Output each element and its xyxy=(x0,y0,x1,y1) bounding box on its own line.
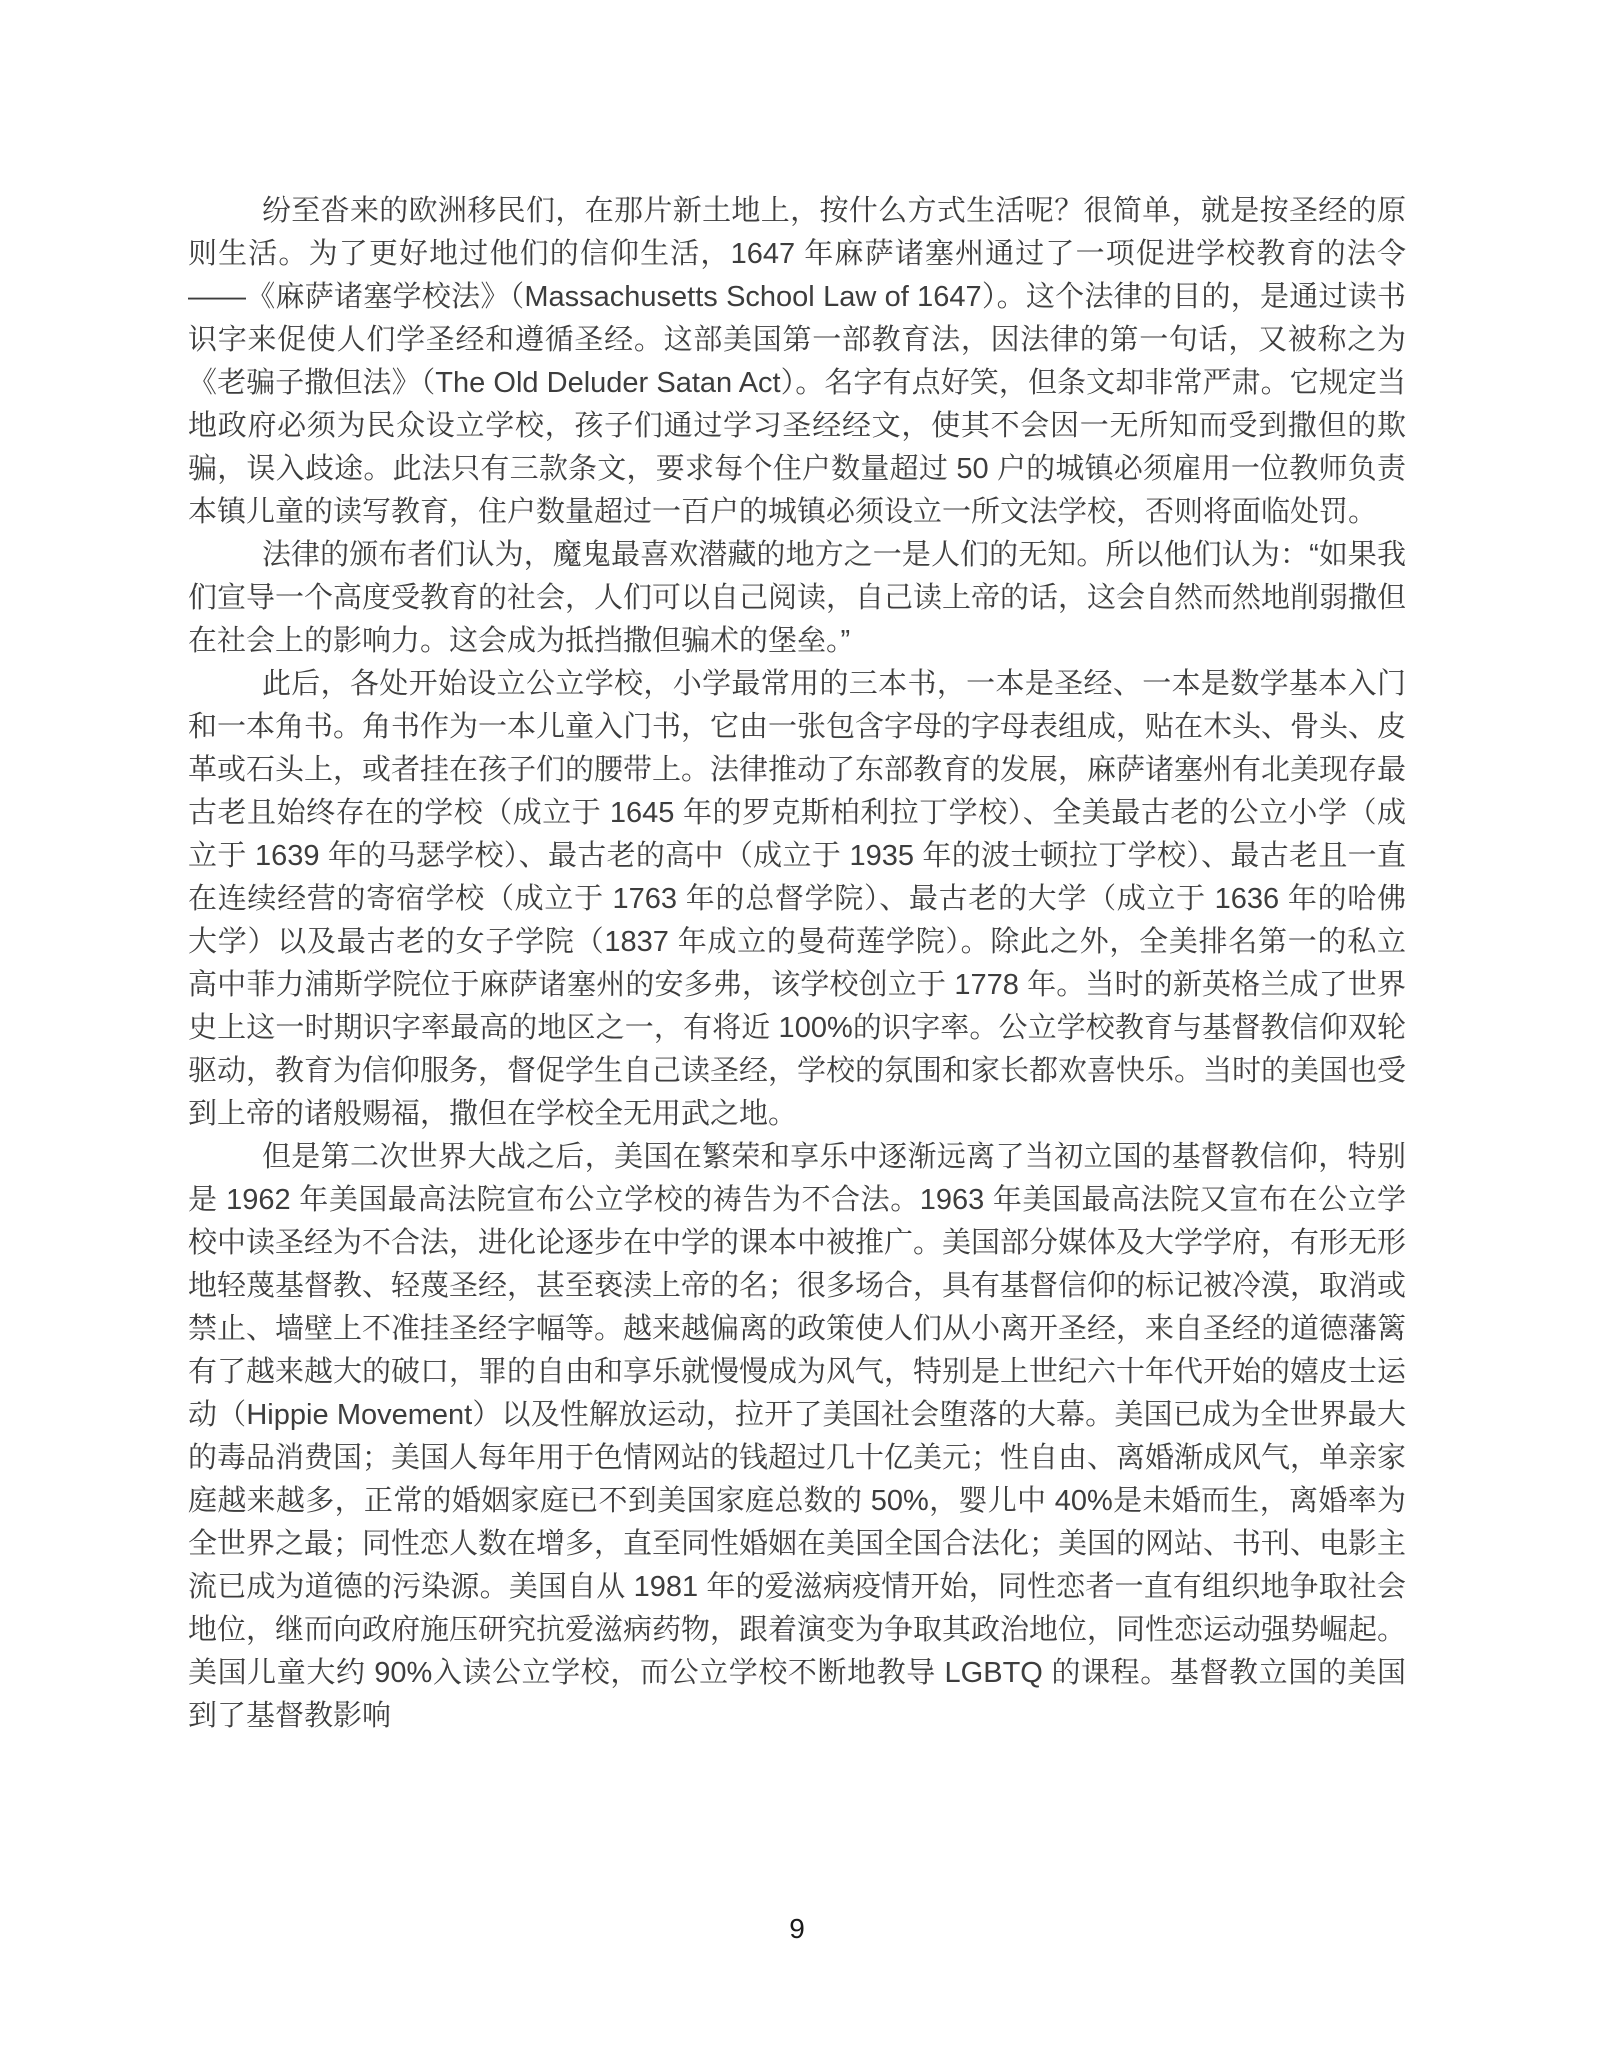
paragraph-postwar-decline: 但是第二次世界大战之后，美国在繁荣和享乐中逐渐远离了当初立国的基督教信仰，特别是 1962 年美国最高法院宣布公立学校的祷告为不合法。1963 年美国最高法院又宣布在公立学校中读圣经为不合法，进化论逐步在中学的课本中被推广。美国部分媒体及大学学府，有形无形地轻蔑基督教、轻蔑圣经，甚至亵渎上帝的名；很多场合，具有基督信仰的标记被冷漠，取消或禁止、墙壁上不准挂圣经字幅等。越来越偏离的政策使人们从小离开圣经，来自圣经的道德藩篱有了越来越大的破口，罪的自由和享乐就慢慢成为风气，特别是上世纪六十年代开始的嬉皮士运动（Hippie Movement）以及性解放运动，拉开了美国社会堕落的大幕。美国已成为全世界最大的毒品消费国；美国人每年用于色情网站的钱超过几十亿美元；性自由、离婚渐成风气，单亲家庭越来越多，正常的婚姻家庭已不到美国家庭总数的 50%，婴儿中 40%是未婚而生，离婚率为全世界之最；同性恋人数在增多，直至同性婚姻在美国全国合法化；美国的网站、书刊、电影主流已成为道德的污染源。美国自从 1981 年的爱滋病疫情开始，同性恋者一直有组织地争取社会地位，继而向政府施压研究抗爱滋病药物，跟着演变为争取其政治地位，同性恋运动强势崛起。美国儿童大约 90%入读公立学校，而公立学校不断地教导 LGBTQ 的课程。基督教立国的美国到了基督教影响 xyxy=(188,1141,1407,1732)
paragraph-public-schools-history: 此后，各处开始设立公立学校，小学最常用的三本书，一本是圣经、一本是数学基本入门和一本角书。角书作为一本儿童入门书，它由一张包含字母的字母表组成，贴在木头、骨头、皮革或石头上，或者挂在孩子们的腰带上。法律推动了东部教育的发展，麻萨诸塞州有北美现存最古老且始终存在的学校（成立于 1645 年的罗克斯柏利拉丁学校）、全美最古老的公立小学（成立于 1639 年的马瑟学校）、最古老的高中（成立于 1935 年的波士顿拉丁学校）、最古老且一直在连续经营的寄宿学校（成立于 1763 年的总督学院）、最古老的大学（成立于 1636 年的哈佛大学）以及最古老的女子学院（1837 年成立的曼荷莲学院）。除此之外，全美排名第一的私立高中菲力浦斯学院位于麻萨诸塞州的安多弗，该学校创立于 1778 年。当时的新英格兰成了世界史上这一时期识字率最高的地区之一，有将近 100%的识字率。公立学校教育与基督教信仰双轮驱动，教育为信仰服务，督促学生自己读圣经，学校的氛围和家长都欢喜快乐。当时的美国也受到上帝的诸般赐福，撒但在学校全无用武之地。 xyxy=(188,668,1407,1130)
page-number: 9 xyxy=(789,1913,805,1944)
paragraph-immigrants-school-law: 纷至沓来的欧洲移民们，在那片新土地上，按什么方式生活呢？很简单，就是按圣经的原则生活。为了更好地过他们的信仰生活，1647 年麻萨诸塞州通过了一项促进学校教育的法令——《麻萨诸塞学校法》（Massachusetts School Law of 1647）。这个法律的目的，是通过读书识字来促使人们学圣经和遵循圣经。这部美国第一部教育法，因法律的第一句话，又被称之为《老骗子撒但法》（The Old Deluder Satan Act）。名字有点好笑，但条文却非常严肃。它规定当地政府必须为民众设立学校，孩子们通过学习圣经经文，使其不会因一无所知而受到撒但的欺骗，误入歧途。此法只有三款条文，要求每个住户数量超过 50 户的城镇必须雇用一位教师负责本镇儿童的读写教育，住户数量超过一百户的城镇必须设立一所文法学校，否则将面临处罚。 xyxy=(188,195,1406,528)
paragraph-lawmakers-quote: 法律的颁布者们认为，魔鬼最喜欢潜藏的地方之一是人们的无知。所以他们认为：“如果我们宣导一个高度受教育的社会，人们可以自己阅读，自己读上帝的话，这会自然而然地削弱撒但在社会上的影响力。这会成为抵挡撒但骗术的堡垒。” xyxy=(188,539,1407,657)
document-body xyxy=(188,190,1406,1738)
